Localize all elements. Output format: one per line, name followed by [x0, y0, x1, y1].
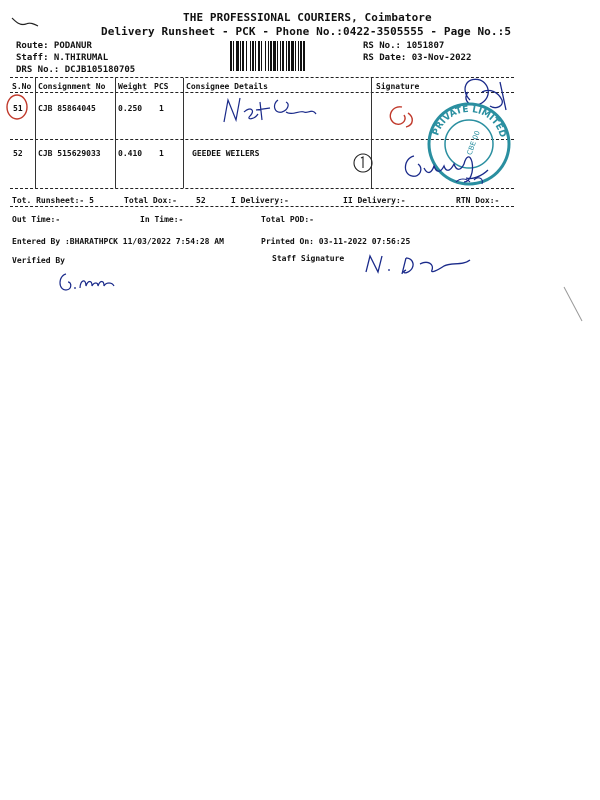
verified-by: Verified By: [12, 256, 65, 265]
row1-sno: 51: [13, 104, 23, 113]
company-title: THE PROFESSIONAL COURIERS, Coimbatore: [183, 11, 432, 24]
col-header-consignment: Consignment No: [38, 82, 106, 91]
row2-weight: 0.410: [118, 149, 143, 158]
col-divider: [115, 78, 116, 188]
staff-signature: [362, 250, 492, 280]
red-circle-mark: [4, 92, 34, 124]
red-signature-mark: [380, 95, 420, 135]
first-delivery: I Delivery:-: [231, 196, 289, 205]
second-delivery: II Delivery:-: [343, 196, 406, 205]
row1-weight: 0.250: [118, 104, 143, 113]
row1-pcs: 1: [159, 104, 164, 113]
runsheet-title: Delivery Runsheet - PCK - Phone No.:0422-3505555 - Page No.:5: [101, 25, 512, 38]
stray-mark: [560, 285, 590, 325]
row2-consignment: CJB 515629033: [38, 149, 101, 158]
total-dox-label: Total Dox:-: [124, 196, 177, 205]
row2-consignee: GEEDEE WEILERS: [192, 149, 260, 158]
row2-pcs: 1: [159, 149, 164, 158]
in-time: In Time:-: [140, 215, 184, 224]
drs-label: DRS No.: DCJB105180705: [16, 65, 136, 75]
barcode-bar: [305, 41, 306, 71]
corner-scribble: [10, 12, 50, 32]
circled-number-mark: [352, 152, 374, 174]
col-divider: [183, 78, 184, 188]
staff-label: Staff: N.THIRUMAL: [16, 53, 109, 63]
totals-rule: [10, 206, 514, 207]
total-dox-value: 52: [196, 196, 206, 205]
row1-consignment: CJB 85864045: [38, 104, 96, 113]
svg-text:CBE 00: CBE 00: [465, 129, 482, 157]
out-time: Out Time:-: [12, 215, 61, 224]
table-top-rule: [10, 77, 514, 78]
row2-sno: 52: [13, 149, 23, 158]
col-header-sno: S.No: [12, 82, 32, 91]
printed-on: Printed On: 03-11-2022 07:56:25: [261, 237, 411, 246]
consignee-handwriting-1: [220, 92, 340, 126]
col-header-signature: Signature: [376, 82, 420, 91]
route-label: Route: PODANUR: [16, 41, 92, 51]
total-runsheet: Tot. Runsheet:- 5: [12, 196, 94, 205]
entered-by: Entered By :BHARATHPCK 11/03/2022 7:54:28 AM: [12, 237, 224, 246]
col-header-consignee: Consignee Details: [186, 82, 268, 91]
blue-signature-2: [400, 142, 510, 190]
rs-number: RS No.: 1051807: [363, 41, 445, 51]
svg-text:PRIVATE LIMITED: PRIVATE LIMITED: [431, 104, 508, 139]
col-header-weight: Weight: [118, 82, 147, 91]
verifier-signature: [56, 268, 136, 294]
staff-signature-label: Staff Signature: [272, 254, 345, 263]
rtn-dox: RTN Dox:-: [456, 196, 500, 205]
barcode: [230, 41, 355, 71]
total-pod: Total POD:-: [261, 215, 314, 224]
col-header-pcs: PCS: [154, 82, 169, 91]
col-divider: [35, 78, 36, 188]
rs-date: RS Date: 03-Nov-2022: [363, 53, 472, 63]
